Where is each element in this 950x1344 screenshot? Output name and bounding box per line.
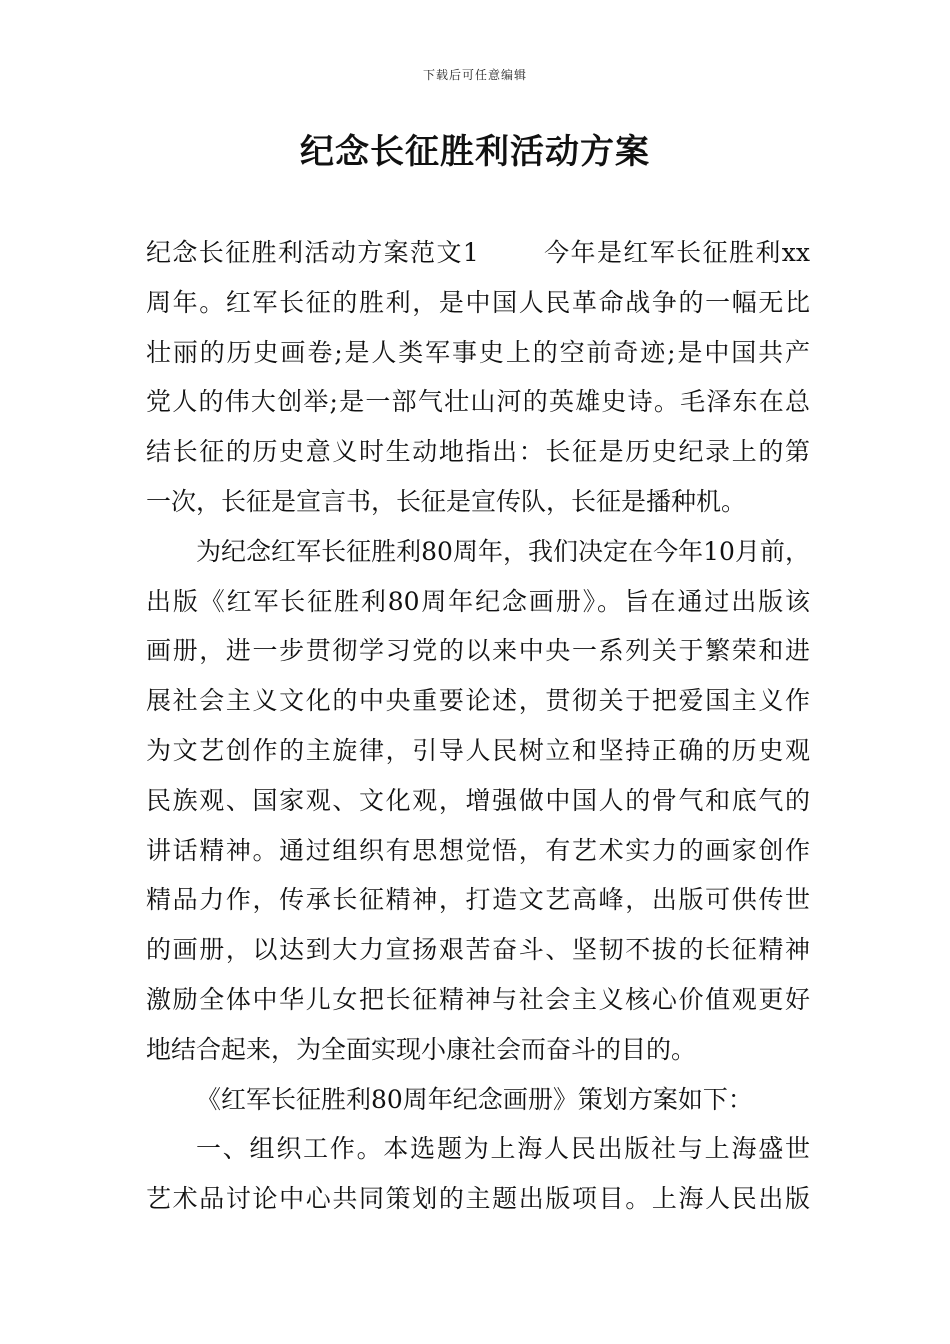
text-line: 结长征的历史意义时生动地指出：长征是历史纪录上的第 <box>146 437 810 467</box>
paragraph-purpose <box>146 527 810 1075</box>
text-line: 一、组织工作。本选题为上海人民出版社与上海盛世 <box>196 1134 810 1164</box>
text-line: 为纪念红军长征胜利80周年，我们决定在今年10月前， <box>196 536 810 566</box>
text-line: 讲话精神。通过组织有思想觉悟，有艺术实力的画家创作 <box>146 835 810 865</box>
text-line: 展社会主义文化的中央重要论述，贯彻关于把爱国主义作 <box>146 686 810 716</box>
text-segment: 纪念长征胜利活动方案范文1 <box>146 238 479 267</box>
text-line: 出版《红军长征胜利80周年纪念画册》。旨在通过出版该 <box>146 586 810 616</box>
header-note: 下载后可任意编辑 <box>422 68 527 82</box>
text-line: 周年。红军长征的胜利，是中国人民革命战争的一幅无比 <box>146 287 810 317</box>
text-line: 民族观、国家观、文化观，增强做中国人的骨气和底气的 <box>146 785 810 815</box>
document-body <box>146 228 810 1224</box>
paragraph-intro <box>146 228 810 527</box>
text-line: 党人的伟大创举;是一部气壮山河的英雄史诗。毛泽东在总 <box>146 387 810 417</box>
text-line: 艺术品讨论中心共同策划的主题出版项目。上海人民出版 <box>146 1184 810 1214</box>
text-line: 一次，长征是宣言书，长征是宣传队，长征是播种机。 <box>146 486 747 516</box>
paragraph-plan-intro <box>146 1075 810 1125</box>
document-title: 纪念长征胜利活动方案 <box>300 132 650 172</box>
paragraph-organization <box>146 1124 810 1224</box>
text-line: 的画册，以达到大力宣扬艰苦奋斗、坚韧不拔的长征精神 <box>146 935 810 965</box>
text-line: 画册，进一步贯彻学习党的以来中央一系列关于繁荣和进 <box>146 636 810 666</box>
text-line: 精品力作，传承长征精神，打造文艺高峰，出版可供传世 <box>146 885 810 915</box>
text-line: 为文艺创作的主旋律，引导人民树立和坚持正确的历史观 <box>146 735 810 765</box>
text-segment: 今年是红军长征胜利xx <box>542 238 810 267</box>
text-line: 壮丽的历史画卷;是人类军事史上的空前奇迹;是中国共产 <box>146 337 810 367</box>
text-line: 地结合起来，为全面实现小康社会而奋斗的目的。 <box>146 1034 697 1064</box>
text-line: 《红军长征胜利80周年纪念画册》策划方案如下： <box>196 1084 753 1114</box>
text-line: 激励全体中华儿女把长征精神与社会主义核心价值观更好 <box>146 984 810 1014</box>
text-line <box>146 228 810 278</box>
